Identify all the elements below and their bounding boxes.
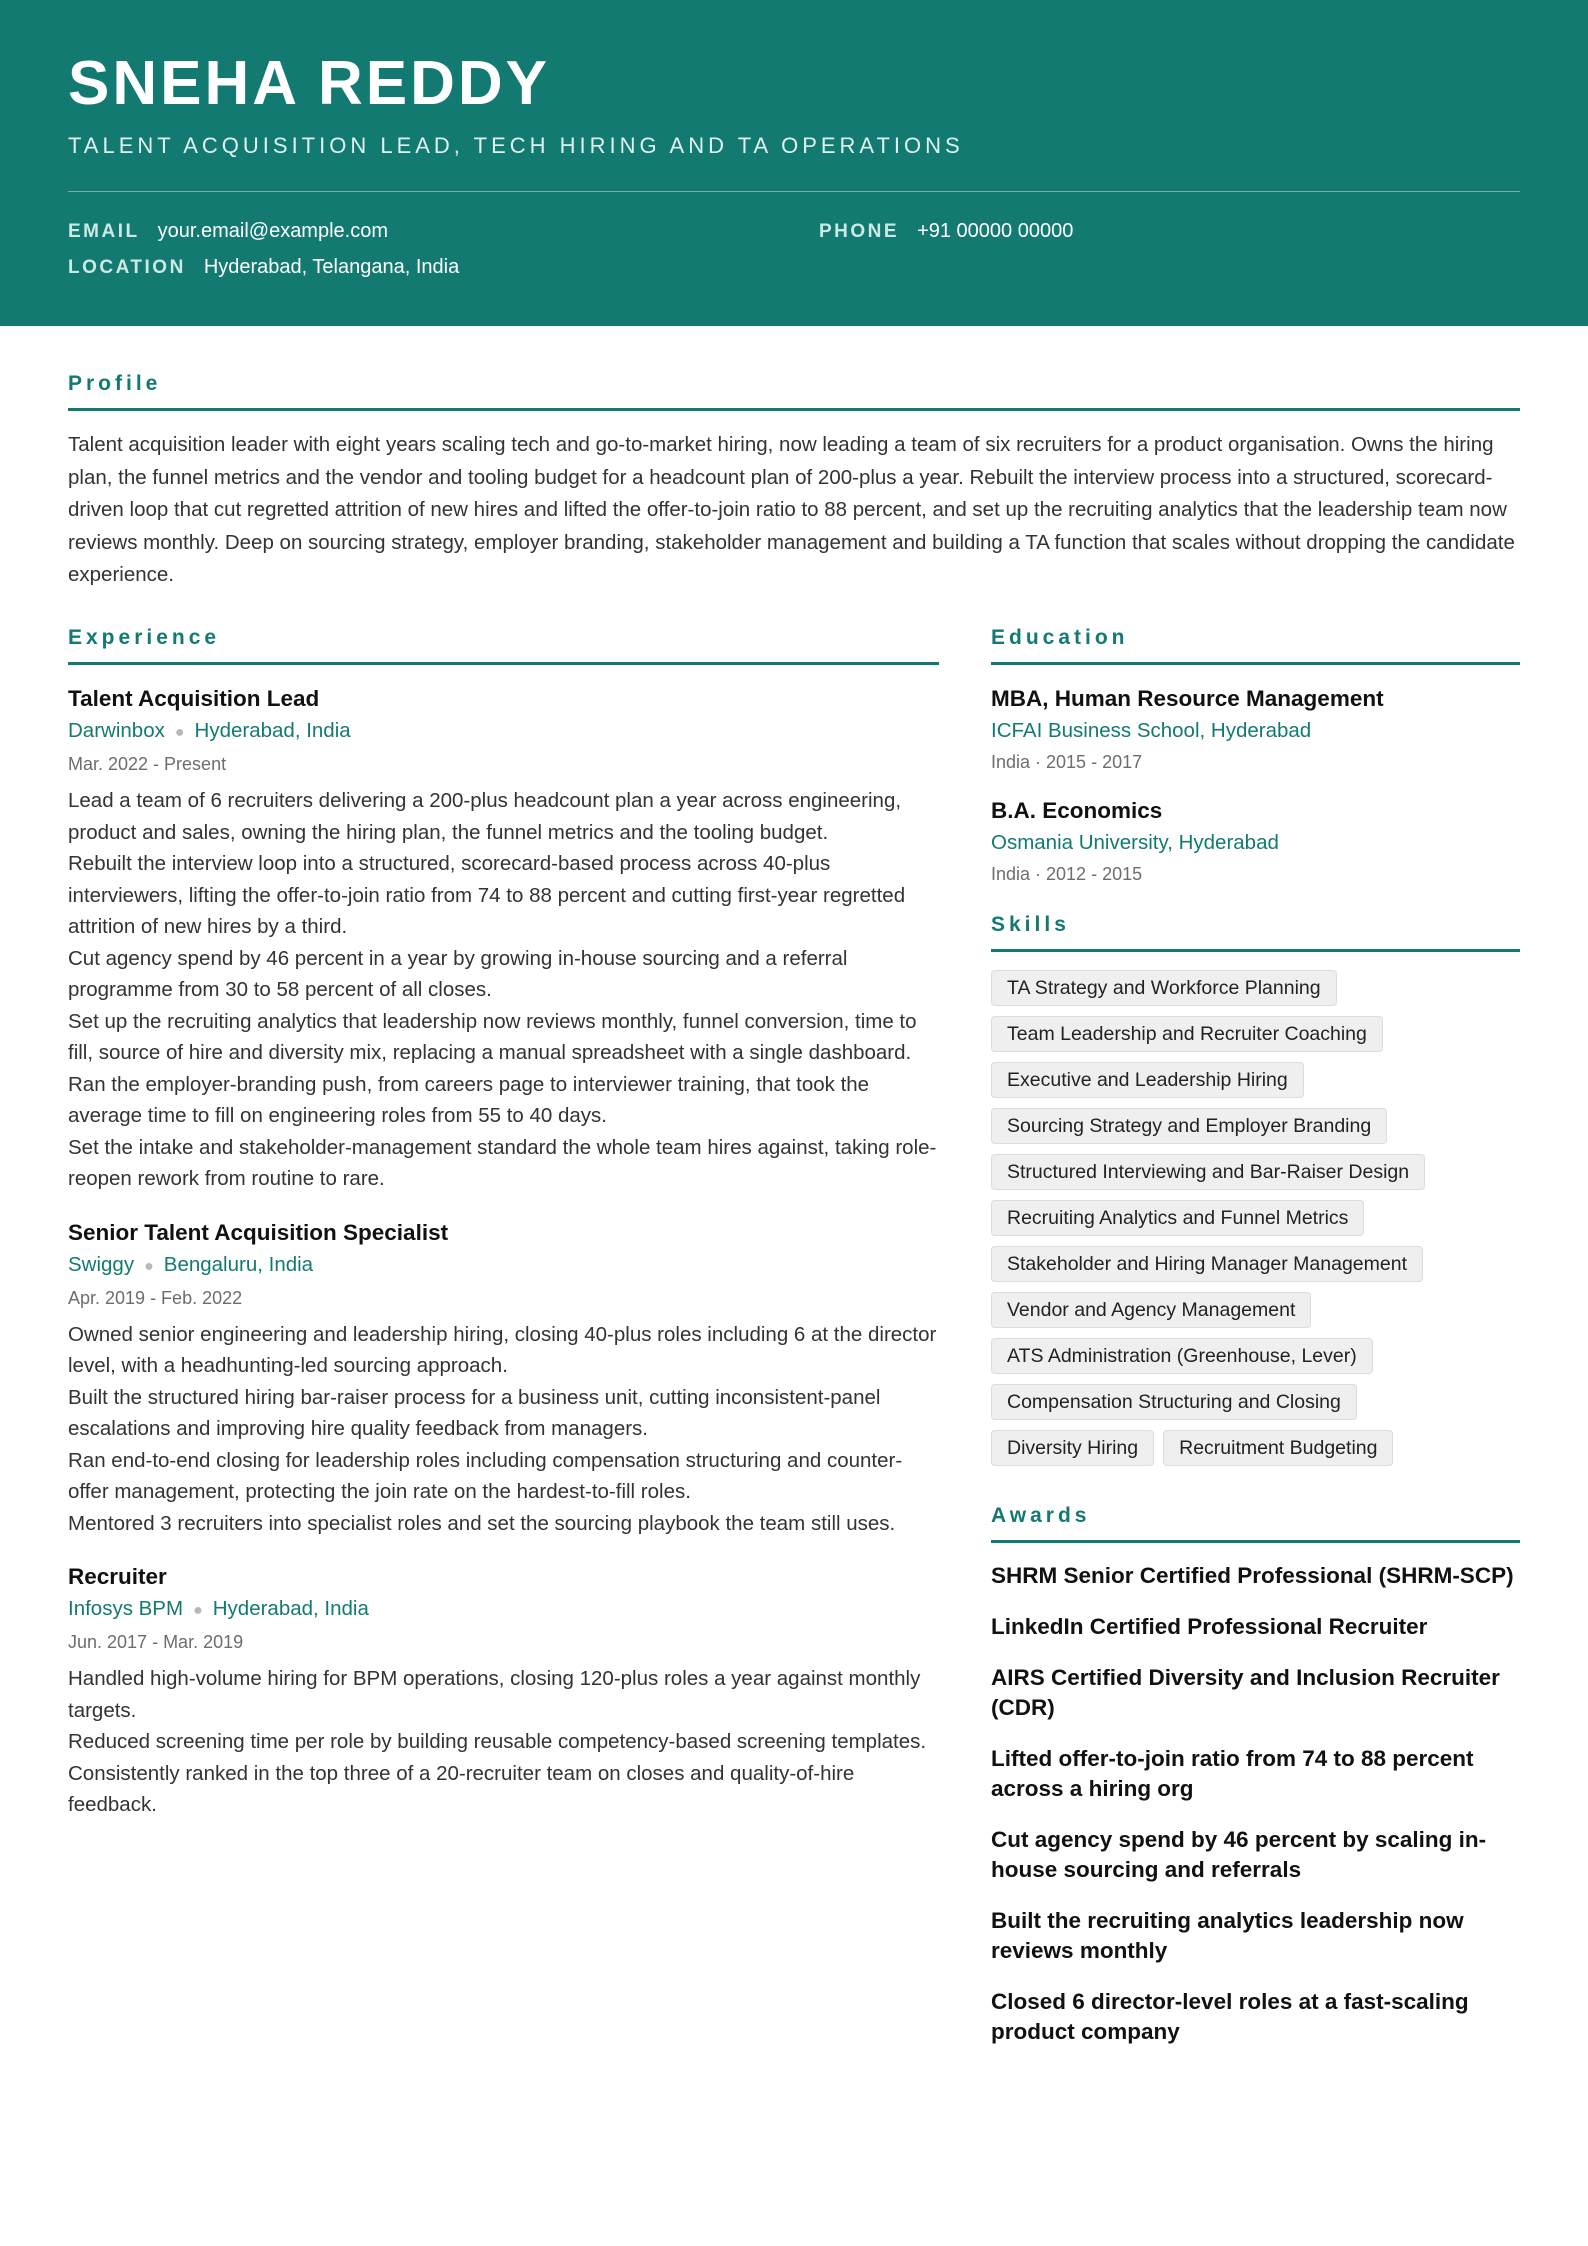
separator-dot-icon: ● — [174, 724, 185, 741]
job-bullet: Mentored 3 recruiters into specialist roles and set the sourcing playbook the team still uses. — [68, 1511, 896, 1535]
job-company: Infosys BPM — [68, 1597, 184, 1620]
job-entry — [68, 1217, 939, 1540]
job-entry — [68, 683, 939, 1195]
left-column — [68, 626, 939, 1843]
education-degree: MBA, Human Resource Management — [991, 686, 1384, 711]
award-item: Built the recruiting analytics leadership now reviews monthly — [991, 1908, 1464, 1963]
resume-header — [0, 0, 1588, 326]
job-bullets — [68, 1319, 939, 1540]
location-label: LOCATION — [68, 257, 186, 278]
job-location: Bengaluru, India — [163, 1252, 314, 1276]
awards-heading: Awards — [991, 1504, 1520, 1543]
education-school: Osmania University, Hyderabad — [991, 831, 1279, 854]
skill-tag: Structured Interviewing and Bar-Raiser Design — [991, 1154, 1425, 1190]
skills-heading: Skills — [991, 913, 1520, 952]
job-bullet: Consistently ranked in the top three of a 20-recruiter team on closes and quality-of-hire feedback. — [68, 1761, 855, 1816]
education-heading: Education — [991, 626, 1520, 665]
contact-location — [68, 256, 459, 279]
job-bullet: Handled high-volume hiring for BPM operations, closing 120-plus roles a year against monthly targets. — [68, 1667, 921, 1722]
awards-section — [991, 1504, 1520, 2047]
job-bullet: Set up the recruiting analytics that leadership now reviews monthly, funnel conversion, time to fill, source of hire and diversity mix, replacing a manual spreadsheet with a single dashboard. — [68, 1009, 917, 1064]
profile-text: Talent acquisition leader with eight years scaling tech and go-to-market hiring, now leading a team of six recruiters for a product organisation. Owns the hiring plan, the funnel metrics and the vendor and tooling budget for a headcount plan of 200-plus a year. Rebuilt the interview process into a structured, scorecard-driven loop that cut regretted attrition of new hires and lifted the offer-to-join ratio to 88 percent, and set up the recruiting analytics that the leadership team now reviews monthly. Deep on sourcing strategy, employer branding, stakeholder management and building a TA function that scales without dropping the candidate experience. — [68, 433, 1515, 586]
job-bullet: Cut agency spend by 46 percent in a year by growing in-house sourcing and a referral programme from 30 to 58 percent of all closes. — [68, 946, 848, 1001]
education-dates: India · 2015 - 2017 — [991, 752, 1143, 772]
award-item: Lifted offer-to-join ratio from 74 to 88 percent across a hiring org — [991, 1746, 1474, 1801]
job-company-location — [68, 715, 939, 749]
skill-tag: Compensation Structuring and Closing — [991, 1384, 1357, 1420]
job-bullet: Ran the employer-branding push, from careers page to interviewer training, that took the average time to fill on engineering roles from 55 to 40 days. — [68, 1072, 870, 1127]
education-dates: India · 2012 - 2015 — [991, 864, 1143, 884]
skill-tag: Vendor and Agency Management — [991, 1292, 1311, 1328]
job-title: Recruiter — [68, 1564, 167, 1589]
education-school: ICFAI Business School, Hyderabad — [991, 719, 1312, 742]
job-title: Talent Acquisition Lead — [68, 686, 320, 711]
email-label: EMAIL — [68, 221, 140, 242]
job-title: Senior Talent Acquisition Specialist — [68, 1219, 449, 1245]
job-bullet: Ran end-to-end closing for leadership roles including compensation structuring and counter-offer management, protecting the join rate on the hardest-to-fill roles. — [68, 1448, 903, 1503]
skill-tag: Executive and Leadership Hiring — [991, 1062, 1304, 1098]
skill-tag: Sourcing Strategy and Employer Branding — [991, 1108, 1387, 1144]
candidate-name: SNEHA REDDY — [68, 49, 550, 118]
job-bullet: Owned senior engineering and leadership hiring, closing 40-plus roles including 6 at the director level, with a headhunting-led sourcing approach. — [68, 1322, 937, 1377]
skill-tag: Stakeholder and Hiring Manager Management — [991, 1246, 1423, 1282]
profile-section — [68, 372, 1520, 592]
job-bullet: Set the intake and stakeholder-management standard the whole team hires against, taking role-reopen rework from routine to rare. — [68, 1135, 937, 1190]
award-item: AIRS Certified Diversity and Inclusion Recruiter (CDR) — [991, 1665, 1500, 1720]
job-bullet: Reduced screening time per role by building reusable competency-based screening templates. — [68, 1730, 927, 1753]
education-entry — [991, 795, 1520, 889]
job-dates: Mar. 2022 - Present — [68, 754, 227, 774]
skill-tag: Recruitment Budgeting — [1163, 1430, 1393, 1466]
right-column — [991, 626, 1520, 2068]
award-item: LinkedIn Certified Professional Recruiter — [991, 1614, 1428, 1639]
skill-tag: ATS Administration (Greenhouse, Lever) — [991, 1338, 1373, 1374]
job-dates: Jun. 2017 - Mar. 2019 — [68, 1632, 244, 1652]
job-company: Swiggy — [68, 1252, 135, 1276]
profile-heading: Profile — [68, 372, 1520, 411]
job-bullet: Built the structured hiring bar-raiser process for a business unit, cutting inconsistent-panel escalations and improving hire quality feedback from managers. — [68, 1385, 881, 1440]
job-company-location — [68, 1593, 939, 1627]
candidate-title: TALENT ACQUISITION LEAD, TECH HIRING AND TA OPERATIONS — [68, 133, 964, 158]
awards-list — [991, 1561, 1520, 2047]
experience-list — [68, 683, 939, 1821]
job-bullets — [68, 1663, 939, 1821]
contact-email — [68, 220, 388, 243]
job-bullet: Lead a team of 6 recruiters delivering a 200-plus headcount plan a year across engineering, product and sales, owning the hiring plan, the funnel metrics and the tooling budget. — [68, 789, 902, 844]
separator-dot-icon: ● — [193, 1602, 203, 1619]
job-entry — [68, 1561, 939, 1821]
job-bullet: Rebuilt the interview loop into a structured, scorecard-based process across 40-plus interviewers, lifting the offer-to-join ratio from 74 to 88 percent and cutting first-year regretted attrition of new hires by a third. — [68, 852, 906, 938]
award-item: Cut agency spend by 46 percent by scaling in-house sourcing and referrals — [991, 1827, 1487, 1882]
job-location: Hyderabad, India — [194, 719, 351, 742]
award-item: SHRM Senior Certified Professional (SHRM-SCP) — [991, 1563, 1514, 1588]
phone-value[interactable]: +91 00000 00000 — [917, 220, 1074, 242]
separator-dot-icon: ● — [144, 1257, 154, 1275]
job-company-location — [68, 1249, 939, 1283]
education-degree: B.A. Economics — [991, 798, 1163, 823]
education-list — [991, 683, 1520, 889]
job-dates: Apr. 2019 - Feb. 2022 — [68, 1287, 243, 1308]
skill-tag: Recruiting Analytics and Funnel Metrics — [991, 1200, 1364, 1236]
education-entry — [991, 683, 1520, 777]
experience-heading: Experience — [68, 626, 939, 665]
skill-tag: Team Leadership and Recruiter Coaching — [991, 1016, 1383, 1052]
skill-tag: Diversity Hiring — [991, 1430, 1154, 1466]
job-company: Darwinbox — [68, 719, 165, 742]
location-value: Hyderabad, Telangana, India — [203, 256, 460, 278]
award-item: Closed 6 director-level roles at a fast-scaling product company — [991, 1989, 1469, 2044]
skills-list — [991, 970, 1520, 1466]
phone-label: PHONE — [819, 221, 900, 242]
email-value[interactable]: your.email@example.com — [157, 220, 388, 242]
header-divider — [68, 191, 1520, 192]
contact-phone — [819, 220, 1073, 243]
skill-tag: TA Strategy and Workforce Planning — [991, 970, 1337, 1006]
skills-section — [991, 913, 1520, 1466]
job-location: Hyderabad, India — [212, 1597, 369, 1620]
job-bullets — [68, 785, 939, 1195]
